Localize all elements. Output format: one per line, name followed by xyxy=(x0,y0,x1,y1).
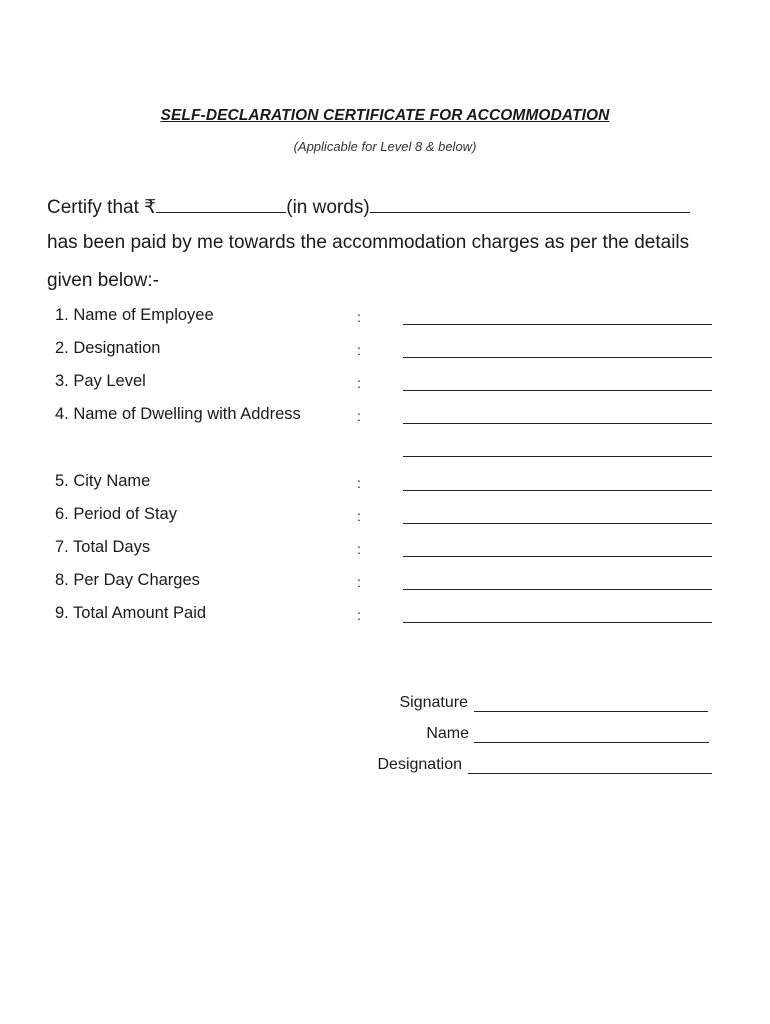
certify-prefix: Certify that xyxy=(47,197,145,218)
designation-label: Designation xyxy=(377,756,462,773)
field-colon: : xyxy=(357,607,361,623)
name-blank[interactable] xyxy=(474,742,709,743)
field-blank-employee-name[interactable] xyxy=(403,324,712,325)
signature-blank[interactable] xyxy=(474,711,708,712)
field-label-dwelling-address: 4. Name of Dwelling with Address xyxy=(55,405,301,423)
in-words-label: (in words) xyxy=(286,197,370,218)
field-colon: : xyxy=(357,508,361,524)
field-colon: : xyxy=(357,408,361,424)
amount-figure-blank[interactable] xyxy=(156,194,286,213)
field-blank-period-of-stay[interactable] xyxy=(403,523,712,524)
field-label-per-day-charges: 8. Per Day Charges xyxy=(55,571,200,589)
field-label-designation: 2. Designation xyxy=(55,339,161,357)
signature-label: Signature xyxy=(399,694,468,711)
field-label-pay-level: 3. Pay Level xyxy=(55,372,146,390)
designation-blank[interactable] xyxy=(468,773,712,774)
document-title: SELF-DECLARATION CERTIFICATE FOR ACCOMMODATION xyxy=(160,107,610,124)
field-blank-dwelling-address[interactable] xyxy=(403,423,712,424)
field-blank-total-amount-paid[interactable] xyxy=(403,622,712,623)
field-colon: : xyxy=(357,342,361,358)
field-label-period-of-stay: 6. Period of Stay xyxy=(55,505,177,523)
certify-line xyxy=(47,194,690,219)
field-blank-designation[interactable] xyxy=(403,357,712,358)
rupee-symbol: ₹ xyxy=(144,197,157,218)
amount-words-blank[interactable] xyxy=(370,194,690,213)
field-label-total-amount-paid: 9. Total Amount Paid xyxy=(55,604,207,622)
name-label: Name xyxy=(426,725,469,742)
field-blank-city-name[interactable] xyxy=(403,490,712,491)
field-blank-dwelling-address-line-2[interactable] xyxy=(403,456,712,457)
field-colon: : xyxy=(357,541,361,557)
field-label-employee-name: 1. Name of Employee xyxy=(55,306,214,324)
field-colon: : xyxy=(357,309,361,325)
field-colon: : xyxy=(357,574,361,590)
field-colon: : xyxy=(357,375,361,391)
document-subtitle: (Applicable for Level 8 & below) xyxy=(293,139,477,154)
field-blank-pay-level[interactable] xyxy=(403,390,712,391)
field-label-total-days: 7. Total Days xyxy=(55,538,151,556)
declaration-line-2: given below:- xyxy=(47,270,159,291)
field-blank-total-days[interactable] xyxy=(403,556,712,557)
field-label-city-name: 5. City Name xyxy=(55,472,151,490)
field-blank-per-day-charges[interactable] xyxy=(403,589,712,590)
declaration-line-1: has been paid by me towards the accommodation charges as per the details xyxy=(47,232,690,253)
field-colon: : xyxy=(357,475,361,491)
